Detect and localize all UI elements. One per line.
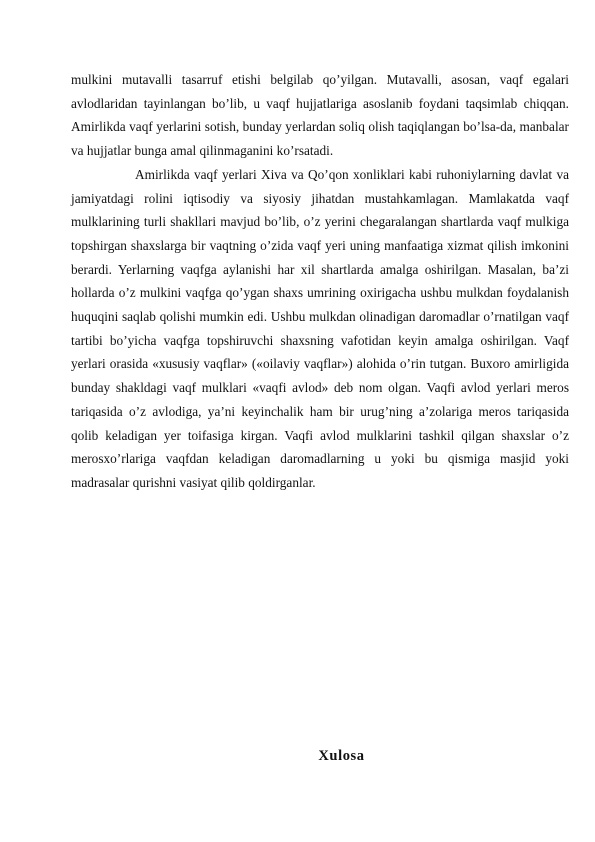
section-heading-conclusion: Xulosa [318,748,365,764]
paragraph-continuation: mulkini mutavalli tasarruf etishi belgilab qo’yilgan. Mutavalli, asosan, vaqf egalari avlodlaridan tayinlangan bo’lib, u vaqf hujjatlariga asoslanib foydani taqsimlab chiqqan. Amirlikda vaqf yerlarini sotish, bunday yerlardan soliq olish taqiqlangan bo’lsa-da, manbalar va hujjatlar bunga amal qilinmaganini ko’rsatadi. [71,72,569,159]
body-text [71,68,569,495]
paragraph-vaqf-lands: Amirlikda vaqf yerlari Xiva va Qo’qon xonliklari kabi ruhoniylarning davlat va jamiyatdagi rolini iqtisodiy va siyosiy jihatdan mustahkamlagan. Mamlakatda vaqf mulklarining turli shakllari mavjud bo’lib, o’z yerini chegaralangan shartlarda vaqf mulkiga topshirgan shaxslarga bir vaqtning o’zida vaqf yeri uning manfaatiga xizmat qilish imkonini berardi. Yerlarning vaqfga aylanishi har xil shartlarda amalga oshirilgan. Masalan, ba’zi hollarda o’z mulkini vaqfga qo’ygan shaxs umrining oxirigacha ushbu mulkdan foydalanish huquqini saqlab qolishi mumkin edi. Ushbu mulkdan olinadigan daromadlar o’rnatilgan vaqf tartibi bo’yicha vaqfga topshiruvchi shaxsning vafotidan keyin amalga oshirilgan. Vaqf yerlari orasida «xususiy vaqflar» («oilaviy vaqflar») alohida o’rin tutgan. Buxoro amirligida bunday shakldagi vaqf mulklari «vaqfi avlod» deb nom olgan. Vaqfi avlod yerlari meros tariqasida o’z avlodiga, ya’ni keyinchalik ham bir urug’ning a’zolariga meros tariqasida qolib keladigan yer toifasiga kirgan. Vaqfi avlod mulklarini tashkil qilgan shaxslar o’z merosxo’rlariga vaqfdan keladigan daromadlarning u yoki bu qismiga masjid yoki madrasalar qurishni vasiyat qilib qoldirganlar. [71,166,569,490]
